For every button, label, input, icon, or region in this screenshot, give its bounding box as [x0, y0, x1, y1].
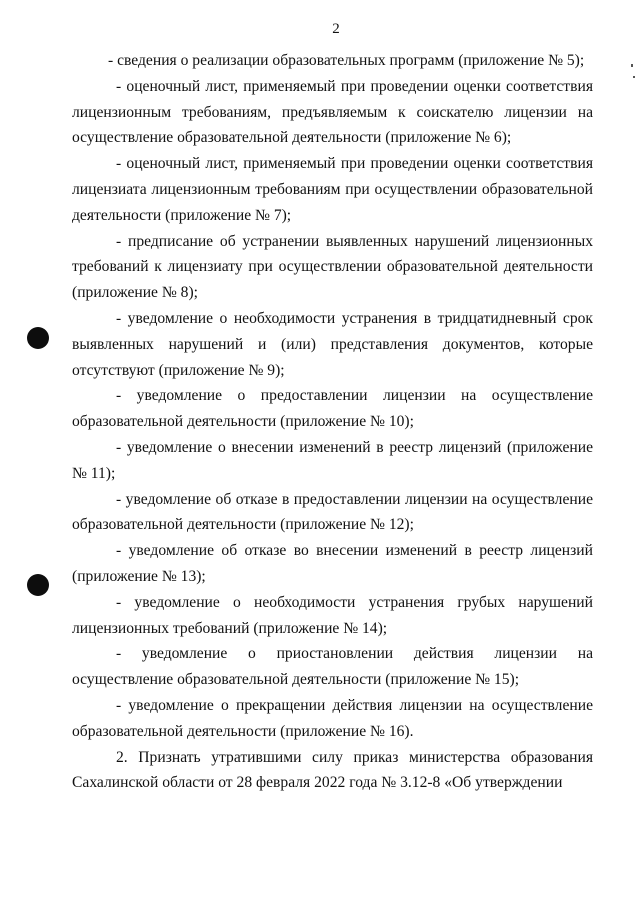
document-body [72, 48, 593, 796]
scan-speck [631, 64, 633, 67]
list-item: - оценочный лист, применяемый при проведении оценки соответствия лицензиата лицензионным требованиям при осуществлении образовательной деятельности (приложение № 7); [72, 155, 593, 224]
page-number: 2 [332, 21, 340, 37]
list-item: - уведомление о необходимости устранения грубых нарушений лицензионных требований (приложение № 14); [72, 593, 593, 637]
punch-hole-bottom [27, 574, 49, 596]
list-item: - сведения о реализации образовательных программ (приложение № 5); [108, 52, 585, 69]
list-item: - уведомление о прекращении действия лицензии на осуществление образовательной деятельности (приложение № 16). [72, 696, 593, 740]
list-item: - уведомление о предоставлении лицензии на осуществление образовательной деятельности (приложение № 10); [72, 387, 593, 431]
list-item: - уведомление об отказе во внесении изменений в реестр лицензий (приложение № 13); [72, 542, 593, 585]
punch-hole-top [27, 327, 49, 349]
list-item: - уведомление о необходимости устранения в тридцатидневный срок выявленных нарушений и (или) представления документов, которые отсутствуют (приложение № 9); [72, 309, 593, 379]
numbered-paragraph: 2. Признать утратившими силу приказ министерства образования Сахалинской области от 28 февраля 2022 года № 3.12-8 «Об утверждении [72, 748, 593, 792]
list-item: - уведомление об отказе в предоставлении лицензии на осуществление образовательной деятельности (приложение № 12); [72, 490, 593, 534]
scan-speck [633, 76, 635, 78]
list-item: - уведомление о внесении изменений в реестр лицензий (приложение № 11); [72, 438, 593, 482]
list-item: - предписание об устранении выявленных нарушений лицензионных требований к лицензиату при осуществлении образовательной деятельности (приложение № 8); [72, 232, 593, 302]
list-item: - уведомление о приостановлении действия лицензии на осуществление образовательной деятельности (приложение № 15); [72, 645, 593, 689]
list-item: - оценочный лист, применяемый при проведении оценки соответствия лицензионным требованиям, предъявляемым к соискателю лицензии на осуществление образовательной деятельности (приложение № 6); [72, 77, 593, 147]
